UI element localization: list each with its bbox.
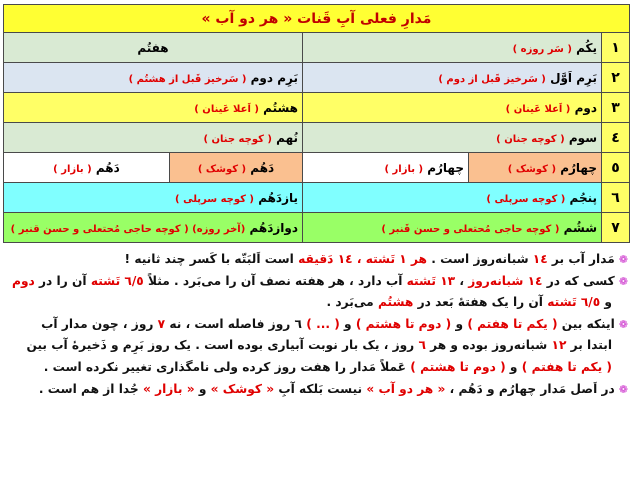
note-text: ١٤ شبانه‌روز [468, 273, 543, 288]
table-row [3, 153, 629, 183]
cell-note: ( کوچه سرپلی ) [175, 193, 254, 205]
note-text: روز ، یک بار نوبت آبیاری بوده است . یک روز بَرِم و ذَخیرهٔ آب بین [26, 338, 419, 353]
cell-main: هشتُم [263, 100, 298, 115]
cell-right [303, 63, 602, 93]
row-number: ۱ [602, 33, 630, 63]
cell-left [3, 213, 302, 243]
note-text: ، [455, 273, 469, 288]
row-number: ۳ [602, 93, 630, 123]
table-row [3, 93, 629, 123]
flower-bullet-icon: ❁ [618, 253, 628, 266]
cell-note: ( سَرخیز قَبل از دوم ) [438, 73, 546, 85]
cell-left [3, 123, 302, 153]
note-text: و [600, 295, 612, 310]
cell-main: دَهُم [250, 160, 275, 175]
row-number: ٦ [602, 183, 630, 213]
note-text: آن را در [34, 273, 91, 288]
note-text: ٦ [418, 338, 426, 353]
cell-note: ( کوچه سرپلی ) [486, 193, 566, 205]
row-number: ۷ [602, 213, 630, 243]
cell-note: ( کوچه جنان ) [203, 133, 272, 145]
note-text: شبانه‌روز بوده و هر [425, 338, 552, 353]
document [4, 4, 630, 400]
note-text: مَدار آب بر [547, 252, 615, 266]
note-text: و [339, 316, 356, 331]
cell-note: ( کوچه حاجی مُحتعلی و حسن قَنبر ) [381, 223, 560, 235]
table-title: مَدارِ فعلی آبِ قَنات « هر دو آب » [3, 5, 629, 33]
note-text: هشتُم [377, 295, 414, 310]
table-row [3, 63, 629, 93]
cell-note: ( اَعلا عَینان ) [505, 103, 571, 115]
row-number: ٤ [602, 123, 630, 153]
cell-left [3, 183, 302, 213]
note-text: ۷ [157, 316, 166, 331]
cell-note: ( اَعلا عَینان ) [194, 103, 259, 115]
note-text: ( دوم تا هشتم ) [410, 359, 506, 374]
cell-main: یکُم [576, 40, 597, 55]
note-text: ( دوم تا هشتم ) [355, 316, 452, 331]
note-text: « کوشک » [210, 381, 275, 396]
note-text: ٦/٥ تَشته [90, 273, 144, 288]
note-text: ( ... ) [306, 316, 340, 331]
cell-left [3, 93, 302, 123]
cell-main: دَهُم [95, 160, 120, 175]
cell-main: یازدَهُم [258, 190, 298, 205]
note-text: نیست بَلکه آبِ [274, 381, 367, 396]
note-text: عَملاً مَدار را هفت روز کرده ولی نامگذاری تغییر نکرده است . [43, 359, 411, 374]
cell-main: چهارُم [427, 160, 464, 175]
note-text: « هر دو آب » [366, 381, 446, 396]
note-text: می‌بَرد . [326, 295, 378, 310]
note-text: اینکه بین [557, 316, 615, 331]
flower-bullet-icon: ❁ [618, 382, 628, 396]
note-text: ( یکم تا هفتم ) [467, 316, 558, 331]
flower-bullet-icon: ❁ [618, 317, 628, 331]
cell-note: ( بازار ) [53, 163, 92, 175]
note-text: جُدا از هم است . [38, 381, 143, 396]
cell-main: ششُم [563, 220, 597, 235]
cell-main: سوم [568, 130, 597, 145]
cell-left-2 [3, 153, 169, 183]
cell-note: (آخر روزه) ( کوچه حاجی مُحتعلی و حسن قنبر ) [10, 223, 246, 235]
cell-left [3, 63, 302, 93]
note-text: است اَلبَتّه با کَسر چند ثانیه ! [124, 252, 299, 266]
note-text: ٦/٥ تَشته [547, 295, 601, 310]
note-text: ١٢ [551, 338, 567, 353]
note-text: ابتدا بر [566, 338, 612, 353]
note-text: در اَصل مَدار چهارُم و دَهُم ، [445, 381, 615, 396]
cell-right [303, 33, 602, 63]
table-row [3, 123, 629, 153]
notes-section [4, 249, 630, 400]
note-text: و [505, 359, 522, 374]
note-line [4, 292, 628, 314]
table-row [3, 213, 629, 243]
cell-main: بَرِم اَوَّل [550, 70, 597, 85]
flower-bullet-icon: ❁ [618, 274, 628, 288]
note-text: روز ، چون مدار آب [41, 316, 158, 331]
table-row [3, 33, 629, 63]
row-number: ۲ [602, 63, 630, 93]
note-text: ( یکم تا هفتم ) [521, 359, 612, 374]
note-text: شبانه‌روز است . [427, 252, 533, 266]
cell-main: دوازدَهُم [249, 220, 298, 235]
cell-right [303, 183, 602, 213]
note-text: ٦ روز فاصله است ، نه [165, 316, 307, 331]
cell-note: ( بازار ) [384, 163, 424, 175]
schedule-table [3, 4, 630, 243]
cell-main: نُهم [276, 130, 298, 145]
cell-note: ( سَرخیز قَبل از هشتُم ) [128, 73, 247, 85]
row-number: ٥ [602, 153, 630, 183]
note-text: کسی که در [542, 273, 615, 288]
cell-note: ( کوشک ) [197, 163, 247, 175]
note-line [4, 249, 628, 271]
cell-note: ( کوشک ) [507, 163, 557, 175]
cell-main: دوم [574, 100, 597, 115]
note-line [4, 314, 628, 336]
note-text: آن را یک هفتهٔ بَعد در [413, 295, 548, 310]
note-line [4, 379, 628, 401]
cell-main: پنجُم [569, 190, 597, 205]
cell-left-1 [170, 153, 303, 183]
note-text: و [194, 381, 211, 396]
note-text: و [451, 316, 468, 331]
cell-right [303, 123, 602, 153]
cell-main: بَرِم دوم [250, 70, 298, 85]
cell-main: هفتُم [137, 40, 169, 55]
cell-right [303, 93, 602, 123]
cell-right-1 [469, 153, 602, 183]
cell-note: ( سَر روزه ) [512, 43, 572, 55]
note-line [4, 335, 628, 357]
cell-right [303, 213, 602, 243]
table-title-row [3, 5, 629, 33]
note-text: ١٤ [532, 252, 548, 266]
cell-main: چهارُم [560, 160, 597, 175]
note-text: ١٣ تَشته [406, 273, 456, 288]
note-text: آب دارد ، هر هفته نصف آن را می‌بَرد . مثلاً [143, 273, 407, 288]
cell-note: ( کوچه جنان ) [496, 133, 565, 145]
note-text: دوم [12, 273, 35, 288]
note-text: هر ١ تَشته ، ١٤ دَقیقه [298, 252, 428, 266]
note-line [4, 271, 628, 293]
cell-left [3, 33, 302, 63]
table-row [3, 183, 629, 213]
note-text: « بازار » [142, 381, 195, 396]
note-line [4, 357, 628, 379]
cell-right-2 [303, 153, 469, 183]
